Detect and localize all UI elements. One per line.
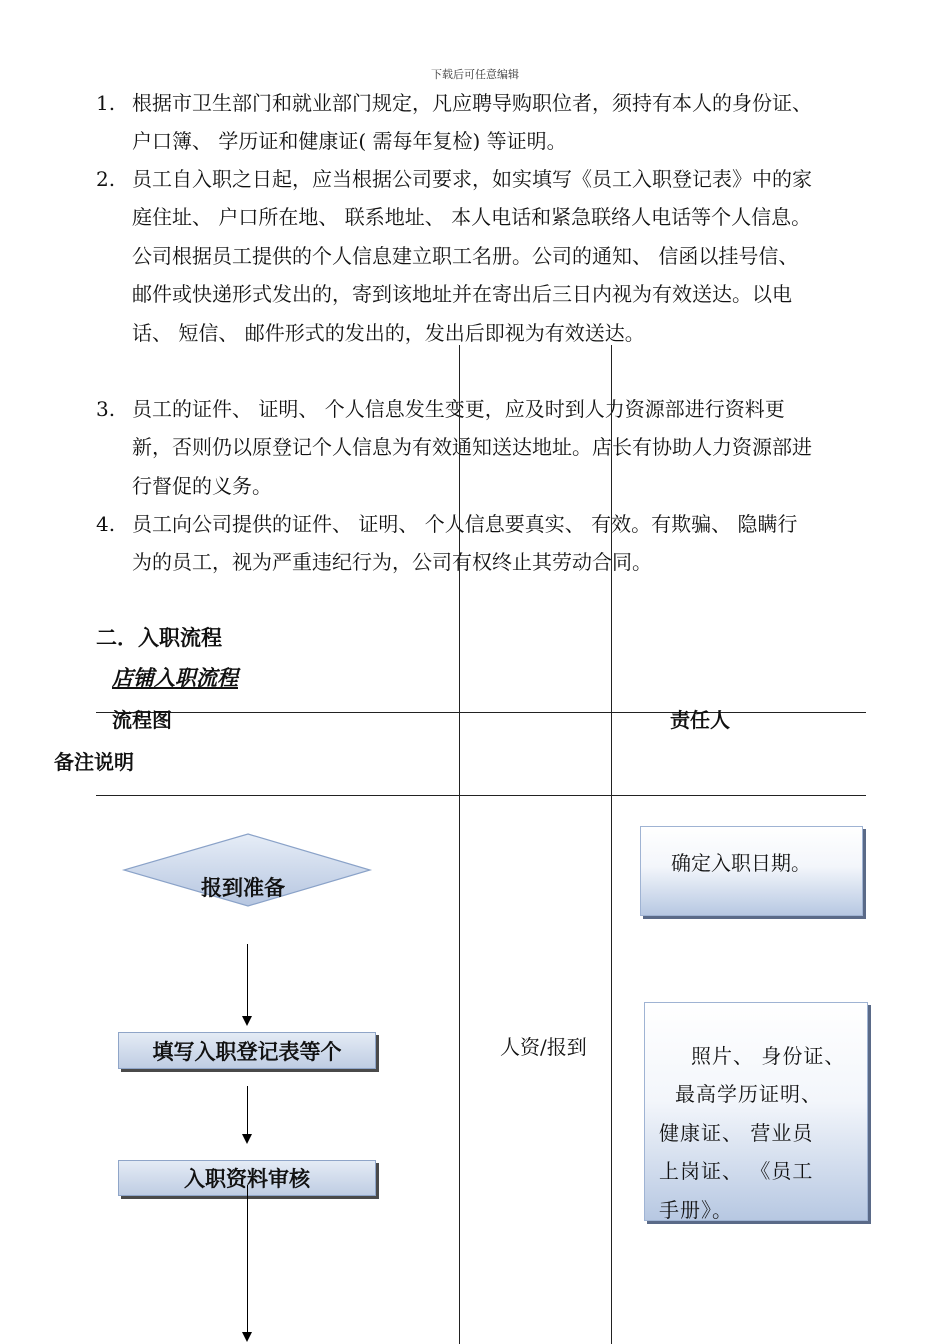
note-line: 照片、 身份证、 (691, 1044, 846, 1068)
column-header-owner: 责任人 (670, 708, 730, 732)
list-item (96, 505, 816, 582)
arrow-down-icon (247, 944, 248, 1024)
column-header-notes: 备注说明 (54, 750, 134, 774)
list-item-text: 员工自入职之日起，应当根据公司要求，如实填写《员工入职登记表》中的家庭住址、 户口所在地、 联系地址、 本人电话和紧急联络人电话等个人信息。公司根据员工提供的个人信息建立职工名册。公司的通知、 信函以挂号信、 邮件或快递形式发出的，寄到该地址并在寄出后三日内视为有效送达。以电话、 短信、 邮件形式的发出的，发出后即视为有效送达。 (132, 167, 812, 345)
note-line: 最高学历证明、 (675, 1082, 822, 1107)
note-line: 手册》。 (659, 1197, 733, 1222)
list-item-text: 员工的证件、 证明、 个人信息发生变更，应及时到人力资源部进行资料更新，否则仍以原登记个人信息为有效通知送达地址。店长有协助人力资源部进行督促的义务。 (132, 397, 812, 498)
note-box (640, 826, 863, 916)
note-line: 健康证、 营业员 (659, 1120, 814, 1145)
note-text: 确定入职日期。 (671, 851, 811, 875)
arrow-down-icon (247, 1185, 248, 1340)
list-item (96, 84, 816, 161)
section-heading: 二．入职流程 (96, 626, 222, 650)
list-item-text: 员工向公司提供的证件、 证明、 个人信息要真实、 有效。有欺骗、 隐瞒行为的员工，视为严重违纪行为，公司有权终止其劳动合同。 (132, 512, 798, 575)
owner-text: 人资/报到 (500, 1035, 587, 1059)
flow-step-box: 填写入职登记表等个 (118, 1032, 376, 1069)
note-line: 上岗证、 《员工 (659, 1159, 814, 1184)
column-header-flowchart: 流程图 (112, 708, 172, 732)
table-header-bottom-line (96, 795, 866, 796)
arrow-down-icon (247, 1086, 248, 1142)
table-divider-vertical (611, 345, 612, 1344)
flow-step-box: 入职资料审核 (118, 1160, 376, 1196)
table-divider-vertical (459, 345, 460, 1344)
list-item (96, 160, 816, 352)
list-item-number: 2. (96, 167, 116, 191)
sub-heading: 店铺入职流程 (112, 666, 238, 690)
list-item-number: 1. (96, 91, 116, 115)
table-header-top-line (96, 712, 866, 713)
list-item-number: 4. (96, 512, 116, 536)
list-item-number: 3. (96, 397, 116, 421)
list-item-text: 根据市卫生部门和就业部门规定，凡应聘导购职位者，须持有本人的身份证、 户口簿、 学历证和健康证( 需每年复检) 等证明。 (132, 91, 812, 154)
page-header-note: 下载后可任意编辑 (431, 68, 519, 81)
flow-step-label: 报到准备 (201, 876, 285, 900)
note-box (644, 1002, 868, 1221)
list-item (96, 390, 816, 505)
